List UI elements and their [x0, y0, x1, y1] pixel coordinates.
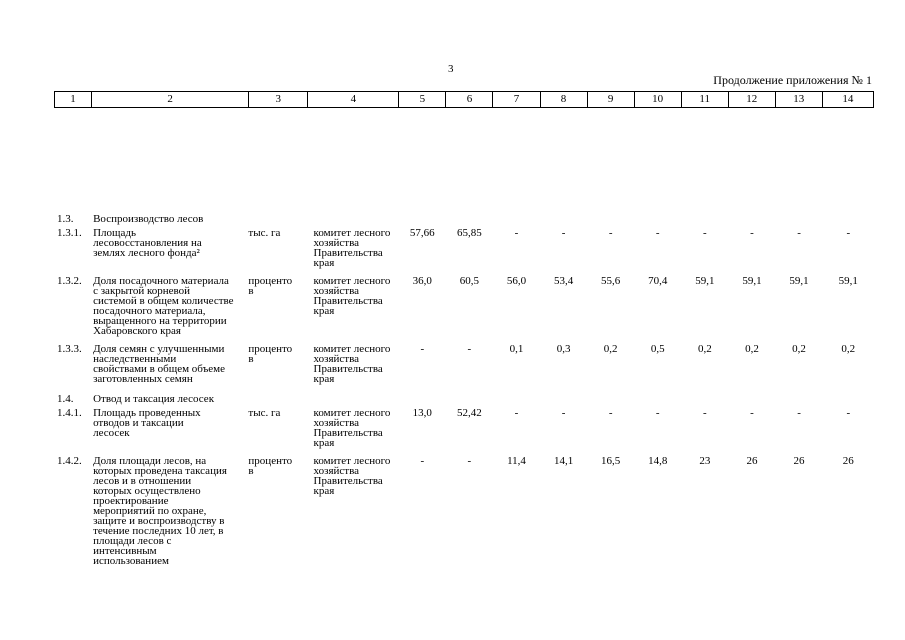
header-col-14: 14	[822, 92, 873, 108]
section-row	[54, 392, 874, 408]
value-col-8: 0,3	[556, 343, 571, 355]
row-number: 1.3.2.	[57, 275, 82, 287]
unit	[248, 344, 307, 392]
value-col-10: 0,5	[650, 343, 665, 355]
value-col-5: -	[420, 455, 425, 467]
header-col-9: 9	[587, 92, 634, 108]
responsible-org	[308, 276, 399, 344]
indicator-label	[91, 228, 248, 276]
responsible-org	[308, 228, 399, 276]
value-col-11: 0,2	[697, 343, 712, 355]
row-number: 1.4.2.	[57, 455, 82, 467]
table-row	[54, 456, 874, 574]
header-col-6: 6	[446, 92, 493, 108]
responsible-org	[308, 408, 399, 456]
table-row	[54, 228, 874, 276]
value-col-6: 52,42	[457, 407, 482, 419]
indicator-label-text: Доля семян с улучшенными наследственными свойствами в общем объеме заготовленных семян	[93, 343, 226, 385]
header-col-12: 12	[728, 92, 775, 108]
value-col-12: 26	[746, 455, 758, 467]
header-col-13: 13	[775, 92, 822, 108]
value-col-8: -	[561, 407, 566, 419]
section-title: Отвод и таксация лесосек	[93, 393, 215, 405]
value-col-7: -	[514, 227, 519, 239]
header-col-2: 2	[92, 92, 249, 108]
unit-text: процентов	[248, 343, 293, 365]
value-col-10: -	[655, 227, 660, 239]
responsible-org-text: комитет лесного хозяйства Правительства края	[313, 275, 391, 317]
table-row	[54, 344, 874, 392]
header-col-5: 5	[399, 92, 446, 108]
value-col-13: 59,1	[789, 275, 809, 287]
header-col-10: 10	[634, 92, 681, 108]
value-col-11: 23	[699, 455, 711, 467]
value-col-9: 55,6	[601, 275, 621, 287]
value-col-10: -	[655, 407, 660, 419]
indicator-label	[91, 456, 248, 574]
value-col-13: -	[797, 227, 801, 239]
value-col-5: -	[420, 343, 425, 355]
indicator-label-text: Доля площади лесов, на которых проведена таксация лесов и в отношении которых осуществлено проектирование мероприятий по охране, защите и воспроизводству в течение последних 10 лет, в площади лесов с интенсивным использованием	[93, 455, 227, 567]
value-col-7: -	[514, 407, 519, 419]
table-row	[54, 276, 874, 344]
indicator-label	[91, 408, 248, 456]
value-col-13: 26	[793, 455, 805, 467]
indicator-label	[91, 344, 248, 392]
section-title: Воспроизводство лесов	[93, 213, 204, 225]
value-col-8: 53,4	[553, 275, 574, 287]
header-col-8: 8	[540, 92, 587, 108]
section-row	[54, 212, 874, 228]
unit	[248, 228, 307, 276]
value-col-14: 26	[842, 455, 854, 467]
value-col-12: -	[750, 227, 754, 239]
value-col-6: 60,5	[459, 275, 480, 287]
row-number: 1.4.1.	[57, 407, 82, 419]
value-col-12: 59,1	[742, 275, 762, 287]
value-col-5: 36,0	[412, 275, 432, 287]
value-col-5: 57,66	[409, 227, 435, 239]
responsible-org-text: комитет лесного хозяйства Правительства края	[313, 455, 391, 497]
page-number: 3	[448, 63, 454, 75]
value-col-9: -	[608, 407, 613, 419]
value-col-13: -	[797, 407, 801, 419]
header-col-4: 4	[308, 92, 399, 108]
responsible-org-text: комитет лесного хозяйства Правительства края	[313, 227, 391, 269]
table-row	[54, 408, 874, 456]
unit-text: процентов	[248, 275, 293, 297]
row-number: 1.3.1.	[57, 227, 82, 239]
indicator-label	[91, 276, 248, 344]
unit-text: тыс. га	[248, 227, 281, 239]
value-col-7: 56,0	[506, 275, 527, 287]
indicators-table	[54, 212, 874, 574]
header-col-3: 3	[249, 92, 308, 108]
value-col-14: -	[846, 227, 851, 239]
unit	[248, 456, 307, 574]
responsible-org-text: комитет лесного хозяйства Правительства края	[313, 343, 391, 385]
value-col-10: 70,4	[648, 275, 668, 287]
value-col-5: 13,0	[412, 407, 432, 419]
value-col-7: 0,1	[509, 343, 524, 355]
value-col-7: 11,4	[507, 455, 526, 467]
value-col-8: 14,1	[553, 455, 574, 467]
row-number: 1.3.3.	[57, 343, 82, 355]
value-col-9: 0,2	[603, 343, 618, 355]
value-col-12: 0,2	[745, 343, 759, 355]
value-col-9: 16,5	[601, 455, 621, 467]
value-col-11: -	[703, 407, 707, 419]
row-number: 1.3.	[57, 213, 74, 225]
header-col-7: 7	[493, 92, 540, 108]
value-col-14: 59,1	[838, 275, 858, 287]
value-col-14: 0,2	[841, 343, 856, 355]
column-number-header	[54, 91, 874, 108]
responsible-org-text: комитет лесного хозяйства Правительства края	[313, 407, 391, 449]
unit	[248, 276, 307, 344]
responsible-org	[308, 344, 399, 392]
value-col-6: -	[467, 455, 472, 467]
value-col-10: 14,8	[648, 455, 668, 467]
unit	[248, 408, 307, 456]
row-number: 1.4.	[57, 393, 74, 405]
value-col-6: -	[467, 343, 472, 355]
value-col-6: 65,85	[457, 227, 482, 239]
indicator-label-text: Доля посадочного материала с закрытой корневой системой в общем количестве посадочного материала, выращенного на территории Хабаровского края	[93, 275, 234, 337]
value-col-13: 0,2	[792, 343, 806, 355]
unit-text: процентов	[248, 455, 293, 477]
responsible-org	[308, 456, 399, 574]
value-col-12: -	[750, 407, 754, 419]
value-col-8: -	[561, 227, 566, 239]
header-col-1: 1	[55, 92, 92, 108]
unit-text: тыс. га	[248, 407, 281, 419]
value-col-14: -	[846, 407, 851, 419]
continuation-note: Продолжение приложения № 1	[713, 73, 872, 87]
indicator-label-text: Площадь лесовосстановления на землях лесного фонда²	[93, 227, 202, 259]
value-col-11: 59,1	[695, 275, 715, 287]
value-col-11: -	[703, 227, 707, 239]
value-col-9: -	[608, 227, 613, 239]
indicator-label-text: Площадь проведенных отводов и таксации лесосек	[93, 407, 201, 439]
header-col-11: 11	[681, 92, 728, 108]
